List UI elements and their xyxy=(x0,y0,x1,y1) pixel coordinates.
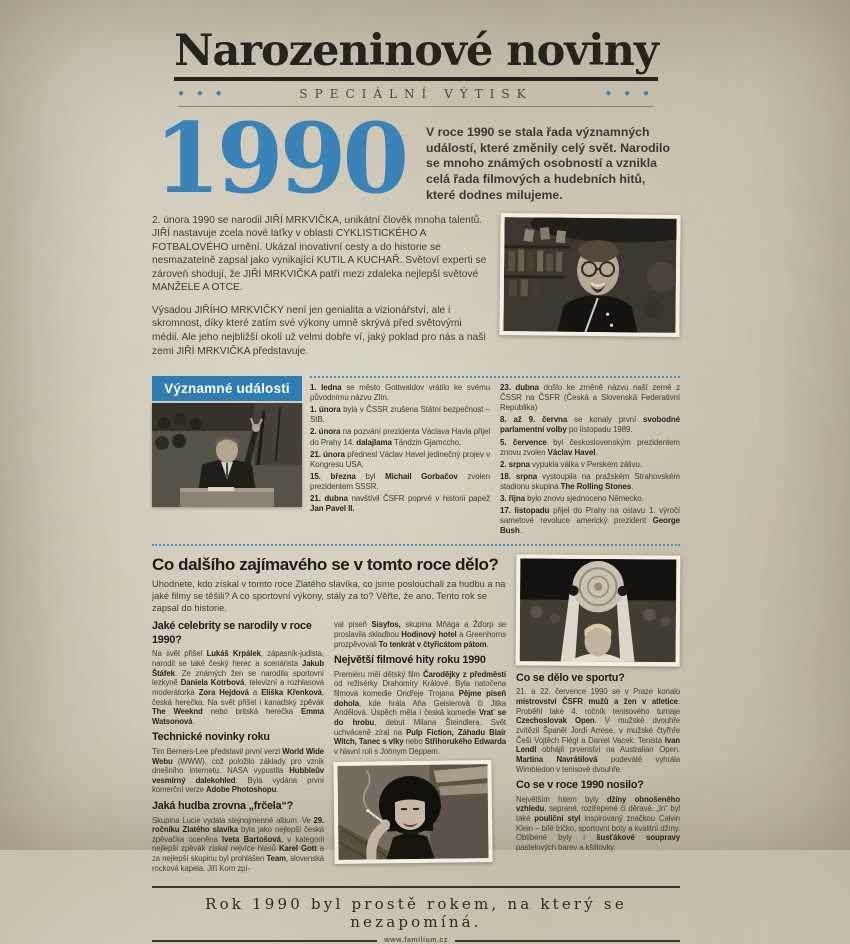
column-sport-fashion xyxy=(516,555,680,877)
pulp-fiction-photo xyxy=(333,760,492,864)
section-title: Co dalšího zajímavého se v tomto roce dělo? xyxy=(152,555,506,575)
music-text-continued: val píseň Sisyfos, skupina Mňága a Žďorp se proslavila skladbou Hodinový hotel a Greenhorns prozpěvovali To tenkrát v čtyřicátom pátom. xyxy=(334,620,506,649)
tech-heading: Technické novinky roku xyxy=(152,731,324,744)
event-item: 3. října bylo znovu sjednoceno Německo. xyxy=(500,494,680,504)
fashion-text: Největším hitem byly džíny obnošeného vzhledu, seprané, roztřepené či děravé. „In“ byl také pouliční styl inspirovaný značkou Calvin Klein – bílé tričko, sportovní boty a kvalitní džíny. Oblíbené byly i šusťákové soupravy pastelových barev a kšiltovky. xyxy=(516,795,680,853)
event-item: 21. dubna navštívil ČSFR poprvé v historii papež Jan Pavel II. xyxy=(310,494,490,514)
events-section xyxy=(152,376,680,538)
events-column-right xyxy=(500,383,680,538)
event-item: 21. února přednesl Václav Havel jedinečný projev v Kongresu USA. xyxy=(310,450,490,470)
section-subtitle: Uhodnete, kdo získal v tomto roce Zlatého slavíka, co jsme poslouchali za hudbu a na jaké filmy se těšili? A co sportovní výkony, stály za to? Věřte, že ano. Tento rok se zapsal do historie. xyxy=(152,578,506,614)
wimbledon-trophy-photo xyxy=(516,555,681,667)
footer xyxy=(152,886,680,944)
newspaper-sheet xyxy=(152,30,680,944)
celebrities-heading: Jaké celebrity se narodily v roce 1990? xyxy=(152,620,324,647)
event-item: 1. února byla v ČSSR zrušena Státní bezpečnost – StB. xyxy=(310,405,490,425)
events-label: Významné události xyxy=(152,376,302,401)
films-heading: Největší filmové hity roku 1990 xyxy=(334,654,506,667)
wimbledon-trophy-photo-illustration xyxy=(520,559,677,663)
pulp-fiction-photo-illustration xyxy=(337,764,488,860)
edition-label: SPECIÁLNÍ VÝTISK xyxy=(299,87,532,101)
footer-line-right xyxy=(455,940,680,942)
music-text: Skupina Lucie vydala stejnojmenné album. Ve 29. ročníku Zlatého slavíka byla jako nejlepší česká zpěvačka oceněna Iveta Bartošová, v kategorii nejlepší zpěvák získal nejvíce hlasů Karel Gott a za nejlepší skupinu byl prohlášen Team, slovenská rocková kapela. Jiří Korn zpí- xyxy=(152,816,324,874)
havel-speech-photo xyxy=(152,403,302,507)
sport-heading: Co se dělo ve sportu? xyxy=(516,672,680,685)
event-item: 2. srpna vypukla válka v Perském zálivu. xyxy=(500,460,680,470)
event-item: 15. března byl Michail Gorbačov zvolen prezidentem SSSR. xyxy=(310,472,490,492)
lead-paragraph-2: Výsadou JIŘÍHO MRKVIČKY není jen genialita a vizionářství, ale i skromnost, díky které zatím své výkony umně skrývá před světovými médii. Ale jeho nejbližší okolí už velmi dobře ví, jaký poklad pro nás a naši zemi JIŘÍ MRKVIČKA představuje. xyxy=(152,304,488,358)
year-block xyxy=(154,115,678,204)
ornament-dots-right: ● ● ● xyxy=(605,88,654,99)
events-column-left xyxy=(310,383,490,538)
footer-line-left xyxy=(152,940,377,942)
footer-rule xyxy=(152,937,680,944)
events-columns xyxy=(310,376,680,538)
events-label-stack xyxy=(152,376,302,538)
ornament-dots-left: ● ● ● xyxy=(178,88,227,99)
event-item: 8. až 9. června se konaly první svobodné parlamentní volby po listopadu 1989. xyxy=(500,415,680,435)
celebrities-text: Na svět přišel Lukáš Krpálek, zápasník-judista, narodil se také český herec a scenárista Jakub Štáfek. Ze známých žen se narodila sportovní lezkyně Daniela Kotrbová, televizní a rozhlasová moderátorka Zora Hejdová a Eliška Křenková, česká herečka. Na svět přišel i kanadský zpěvák The Weeknd nebo britská herečka Emma Watsonová. xyxy=(152,649,324,726)
year-headline: 1990 xyxy=(154,115,426,204)
column-films xyxy=(334,620,506,877)
column-celebrities xyxy=(152,620,324,877)
films-text: Premiéru měl dětský film Čarodějky z předměstí od režisérky Drahomíry Králové. Byla natočena filmová komedie Ondřeje Trojana Pějme píseň dohola, kde hrála Aňa Geislerová či Jitka Andělová. Úspěch měla i česká komedie Vrať se do hrobu, debut Milana Šteindlera. Svět uchváceně zíral na Pulp Fiction, Záhadu Blair Witch, Tanec s vlky nebo Střihorukého Edwarda v hlavní roli s Johnym Deppem. xyxy=(334,670,506,757)
event-item: 17. listopadu přijel do Prahy na oslavu 1. výročí sametové revoluce americký prezident George Bush. xyxy=(500,506,680,536)
event-item: 2. února na pozvání prezidenta Václava Havla přijel do Prahy 14. dalajlama Tändzin Gjamccho. xyxy=(310,427,490,447)
portrait-photo-illustration xyxy=(503,217,676,333)
event-item: 23. dubna došlo ke změně názvu naší země z ČSSR na ČSFR (Česká a Slovenská Federativní Republika) xyxy=(500,383,680,413)
footer-url: www.familium.cz xyxy=(384,937,448,944)
year-intro-text: V roce 1990 se stala řada významných událostí, které změnily celý svět. Narodilo se mnoho známých osobností a vznikla celá řada filmových a hudebních hitů, které dodnes milujeme. xyxy=(426,125,674,204)
masthead-title: Narozeninové noviny xyxy=(174,30,658,81)
event-item: 1. ledna se město Gottwaldov vrátilo ke svému původnímu názvu Zlín. xyxy=(310,383,490,403)
event-item: 18. srpna vystoupila na pražském Strahovském stadionu skupina The Rolling Stones. xyxy=(500,472,680,492)
event-item: 5. července byl československým prezidentem znovu zvolen Václav Havel. xyxy=(500,438,680,458)
sport-text: 21. a 22. července 1990 se v Praze konalo mistrovství ČSFR mužů a žen v atletice. Proběhl také 4. ročník tenisového turnaje Czechoslovak Open. V mužské dvouhře zvítězil Španěl Jordi Arrese, v mužské čtyřhře Češi Vojtěch Flégl a Daniel Vacek. Tenista Ivan Lendl obhájil prvenství na Australian Open. Martina Navrátilová podeváté vyhrála Wimbledon v tenisové dvouhře. xyxy=(516,687,680,774)
review-columns xyxy=(152,620,506,877)
footer-slogan: Rok 1990 byl prostě rokem, na který se nezapomíná. xyxy=(152,895,680,931)
havel-speech-photo-illustration xyxy=(152,403,302,507)
lead-paragraph-1: 2. února 1990 se narodil JIŘÍ MRKVIČKA, unikátní člověk mnoha talentů. JIŘÍ nastavuje zcela nové laťky v oblasti CYKLISTICKÉHO A FOTBALOVÉHO umění. Ukázal inovativní cesty a do historie se nesmazatelně zapsal jako vynikající KUTIL A KUCHAŘ. Světoví experti se zároveň shodují, že JIŘÍ MRKVIČKA patří mezi zdaleka nejlepší světové MANŽELE A OTCE. xyxy=(152,214,488,295)
masthead-subrow xyxy=(178,87,654,101)
portrait-photo xyxy=(499,213,680,337)
lead-text xyxy=(152,214,488,368)
fashion-heading: Co se v roce 1990 nosilo? xyxy=(516,779,680,792)
year-review-section xyxy=(152,555,680,877)
tech-text: Tim Berners-Lee představil první verzi World Wide Webu (WWW), což položilo základy pro vznik dnešního internetu. NASA vypustila Hubbleův vesmírný dalekohled. Byla vydána první komerční verze Adobe Photoshopu. xyxy=(152,747,324,795)
lead-article xyxy=(152,214,680,368)
dotted-divider xyxy=(152,544,680,546)
music-heading: Jaká hudba zrovna „frčela“? xyxy=(152,800,324,813)
year-review-main xyxy=(152,555,506,877)
